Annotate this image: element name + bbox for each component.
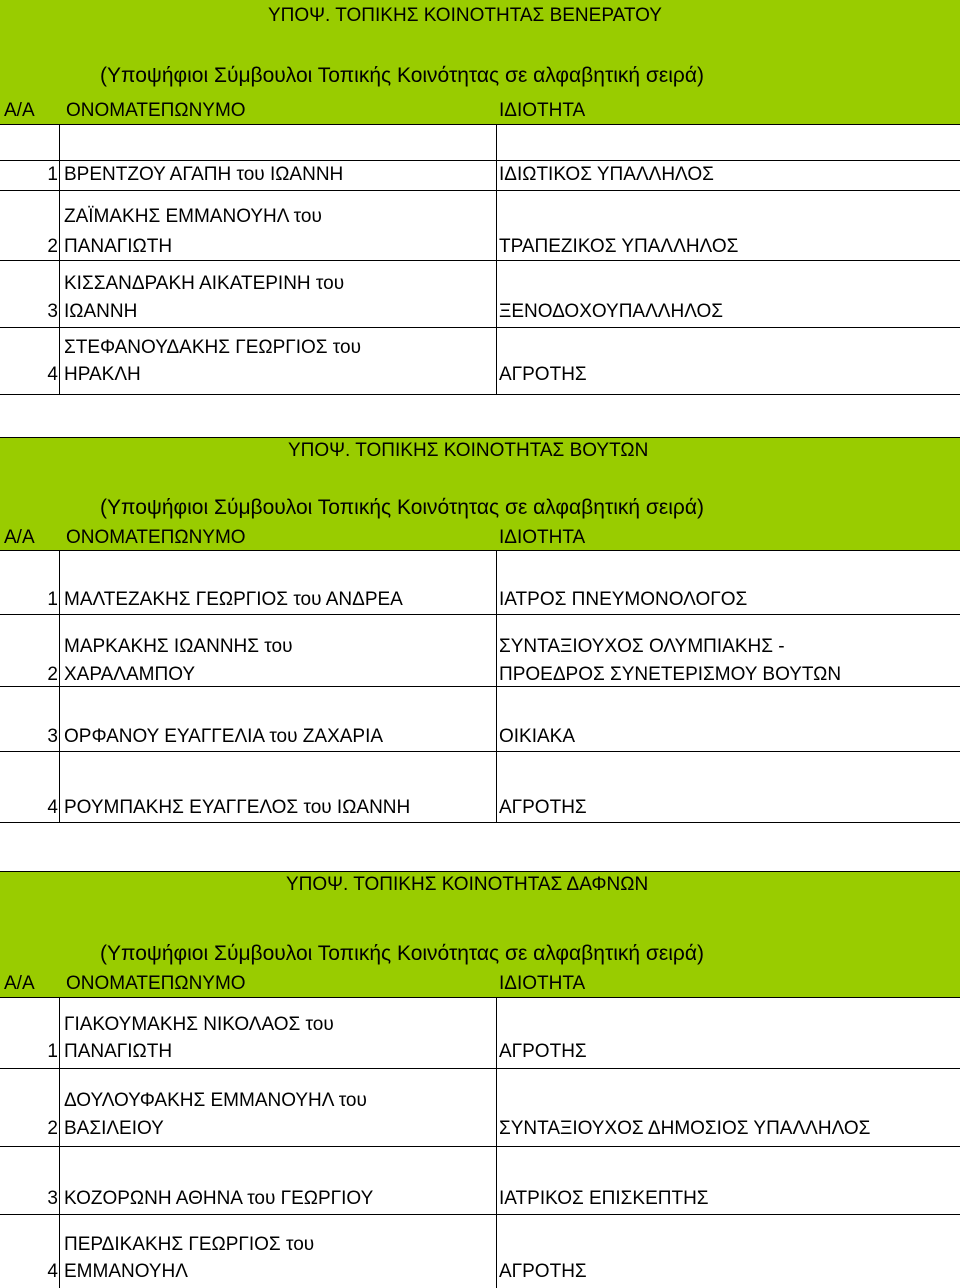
row-name: ΔΟΥΛΟΥΦΑΚΗΣ ΕΜΜΑΝΟΥΗΛ του <box>64 1090 367 1111</box>
row-number: 3 <box>47 1188 58 1209</box>
row-name: ΒΑΣΙΛΕΙΟΥ <box>64 1118 164 1139</box>
row-role: ΣΥΝΤΑΞΙΟΥΧΟΣ ΟΛΥΜΠΙΑΚΗΣ - <box>499 636 785 657</box>
row-role: ΙΔΙΩΤΙΚΟΣ ΥΠΑΛΛΗΛΟΣ <box>499 164 714 185</box>
row-number: 1 <box>47 589 58 610</box>
row-name: ΙΩΑΝΝΗ <box>64 301 138 322</box>
row-role: ΤΡΑΠΕΖΙΚΟΣ ΥΠΑΛΛΗΛΟΣ <box>499 236 739 257</box>
row-number: 3 <box>47 726 58 747</box>
row-name: ΣΤΕΦΑΝΟΥΔΑΚΗΣ ΓΕΩΡΓΙΟΣ του <box>64 337 361 358</box>
row-number: 1 <box>47 164 58 185</box>
row-number: 4 <box>47 364 58 385</box>
row-number: 3 <box>47 301 58 322</box>
header-name: ΟΝΟΜΑΤΕΠΩΝΥΜΟ <box>66 100 246 121</box>
section-subtitle: (Υποψήφιοι Σύμβουλοι Τοπικής Κοινότητας σε αλφαβητική σειρά) <box>100 64 704 87</box>
header-name: ΟΝΟΜΑΤΕΠΩΝΥΜΟ <box>66 973 246 994</box>
row-name: ΕΜΜΑΝΟΥΗΛ <box>64 1261 188 1282</box>
row-number: 4 <box>47 797 58 818</box>
row-number: 4 <box>47 1261 58 1282</box>
row-role: ΑΓΡΟΤΗΣ <box>499 1261 587 1282</box>
row-role: ΑΓΡΟΤΗΣ <box>499 797 587 818</box>
row-name: ΟΡΦΑΝΟΥ ΕΥΑΓΓΕΛΙΑ του ΖΑΧΑΡΙΑ <box>64 726 384 747</box>
row-name: ΧΑΡΑΛΑΜΠΟΥ <box>64 664 196 685</box>
row-role: ΑΓΡΟΤΗΣ <box>499 364 587 385</box>
row-role: ΣΥΝΤΑΞΙΟΥΧΟΣ ΔΗΜΟΣΙΟΣ ΥΠΑΛΛΗΛΟΣ <box>499 1118 871 1139</box>
header-num: Α/Α <box>4 973 35 994</box>
row-name: ΠΑΝΑΓΙΩΤΗ <box>64 236 173 257</box>
row-name: ΠΕΡΔΙΚΑΚΗΣ ΓΕΩΡΓΙΟΣ του <box>64 1234 315 1255</box>
row-role: ΠΡΟΕΔΡΟΣ ΣΥΝΕΤΕΡΙΣΜΟΥ ΒΟΥΤΩΝ <box>499 664 842 685</box>
section-subtitle: (Υποψήφιοι Σύμβουλοι Τοπικής Κοινότητας σε αλφαβητική σειρά) <box>100 496 704 519</box>
section-title: ΥΠΟΨ. ΤΟΠΙΚΗΣ ΚΟΙΝΟΤΗΤΑΣ ΒΕΝΕΡΑΤΟΥ <box>268 5 662 26</box>
row-role: ΙΑΤΡΟΣ ΠΝΕΥΜΟΝΟΛΟΓΟΣ <box>499 589 748 610</box>
header-num: Α/Α <box>4 100 35 121</box>
row-name: ΜΑΛΤΕΖΑΚΗΣ ΓΕΩΡΓΙΟΣ του ΑΝΔΡΕΑ <box>64 589 403 610</box>
row-name: ΠΑΝΑΓΙΩΤΗ <box>64 1041 173 1062</box>
row-number: 2 <box>47 664 58 685</box>
row-role: ΑΓΡΟΤΗΣ <box>499 1041 587 1062</box>
row-role: ΞΕΝΟΔΟΧΟΥΠΑΛΛΗΛΟΣ <box>499 301 724 322</box>
row-name: ΚΙΣΣΑΝΔΡΑΚΗ ΑΙΚΑΤΕΡΙΝΗ του <box>64 273 345 294</box>
row-name: ΓΙΑΚΟΥΜΑΚΗΣ ΝΙΚΟΛΑΟΣ του <box>64 1014 334 1035</box>
row-role: ΙΑΤΡΙΚΟΣ ΕΠΙΣΚΕΠΤΗΣ <box>499 1188 709 1209</box>
section-title: ΥΠΟΨ. ΤΟΠΙΚΗΣ ΚΟΙΝΟΤΗΤΑΣ ΔΑΦΝΩΝ <box>286 874 649 895</box>
row-number: 2 <box>47 236 58 257</box>
header-role: ΙΔΙΟΤΗΤΑ <box>499 100 586 121</box>
section-subtitle: (Υποψήφιοι Σύμβουλοι Τοπικής Κοινότητας σε αλφαβητική σειρά) <box>100 942 704 965</box>
header-num: Α/Α <box>4 527 35 548</box>
row-number: 1 <box>47 1041 58 1062</box>
row-name: ΡΟΥΜΠΑΚΗΣ ΕΥΑΓΓΕΛΟΣ του ΙΩΑΝΝΗ <box>64 797 411 818</box>
row-name: ΗΡΑΚΛΗ <box>64 364 141 385</box>
row-number: 2 <box>47 1118 58 1139</box>
row-name: ΒΡΕΝΤΖΟΥ ΑΓΑΠΗ του ΙΩΑΝΝΗ <box>64 164 344 185</box>
header-role: ΙΔΙΟΤΗΤΑ <box>499 973 586 994</box>
row-name: ΖΑΪΜΑΚΗΣ ΕΜΜΑΝΟΥΗΛ του <box>64 206 322 227</box>
row-name: ΚΟΖΟΡΩΝΗ ΑΘΗΝΑ του ΓΕΩΡΓΙΟΥ <box>64 1188 374 1209</box>
row-name: ΜΑΡΚΑΚΗΣ ΙΩΑΝΝΗΣ του <box>64 636 293 657</box>
section-title: ΥΠΟΨ. ΤΟΠΙΚΗΣ ΚΟΙΝΟΤΗΤΑΣ ΒΟΥΤΩΝ <box>288 440 649 461</box>
row-role: ΟΙΚΙΑΚΑ <box>499 726 576 747</box>
header-name: ΟΝΟΜΑΤΕΠΩΝΥΜΟ <box>66 527 246 548</box>
header-role: ΙΔΙΟΤΗΤΑ <box>499 527 586 548</box>
